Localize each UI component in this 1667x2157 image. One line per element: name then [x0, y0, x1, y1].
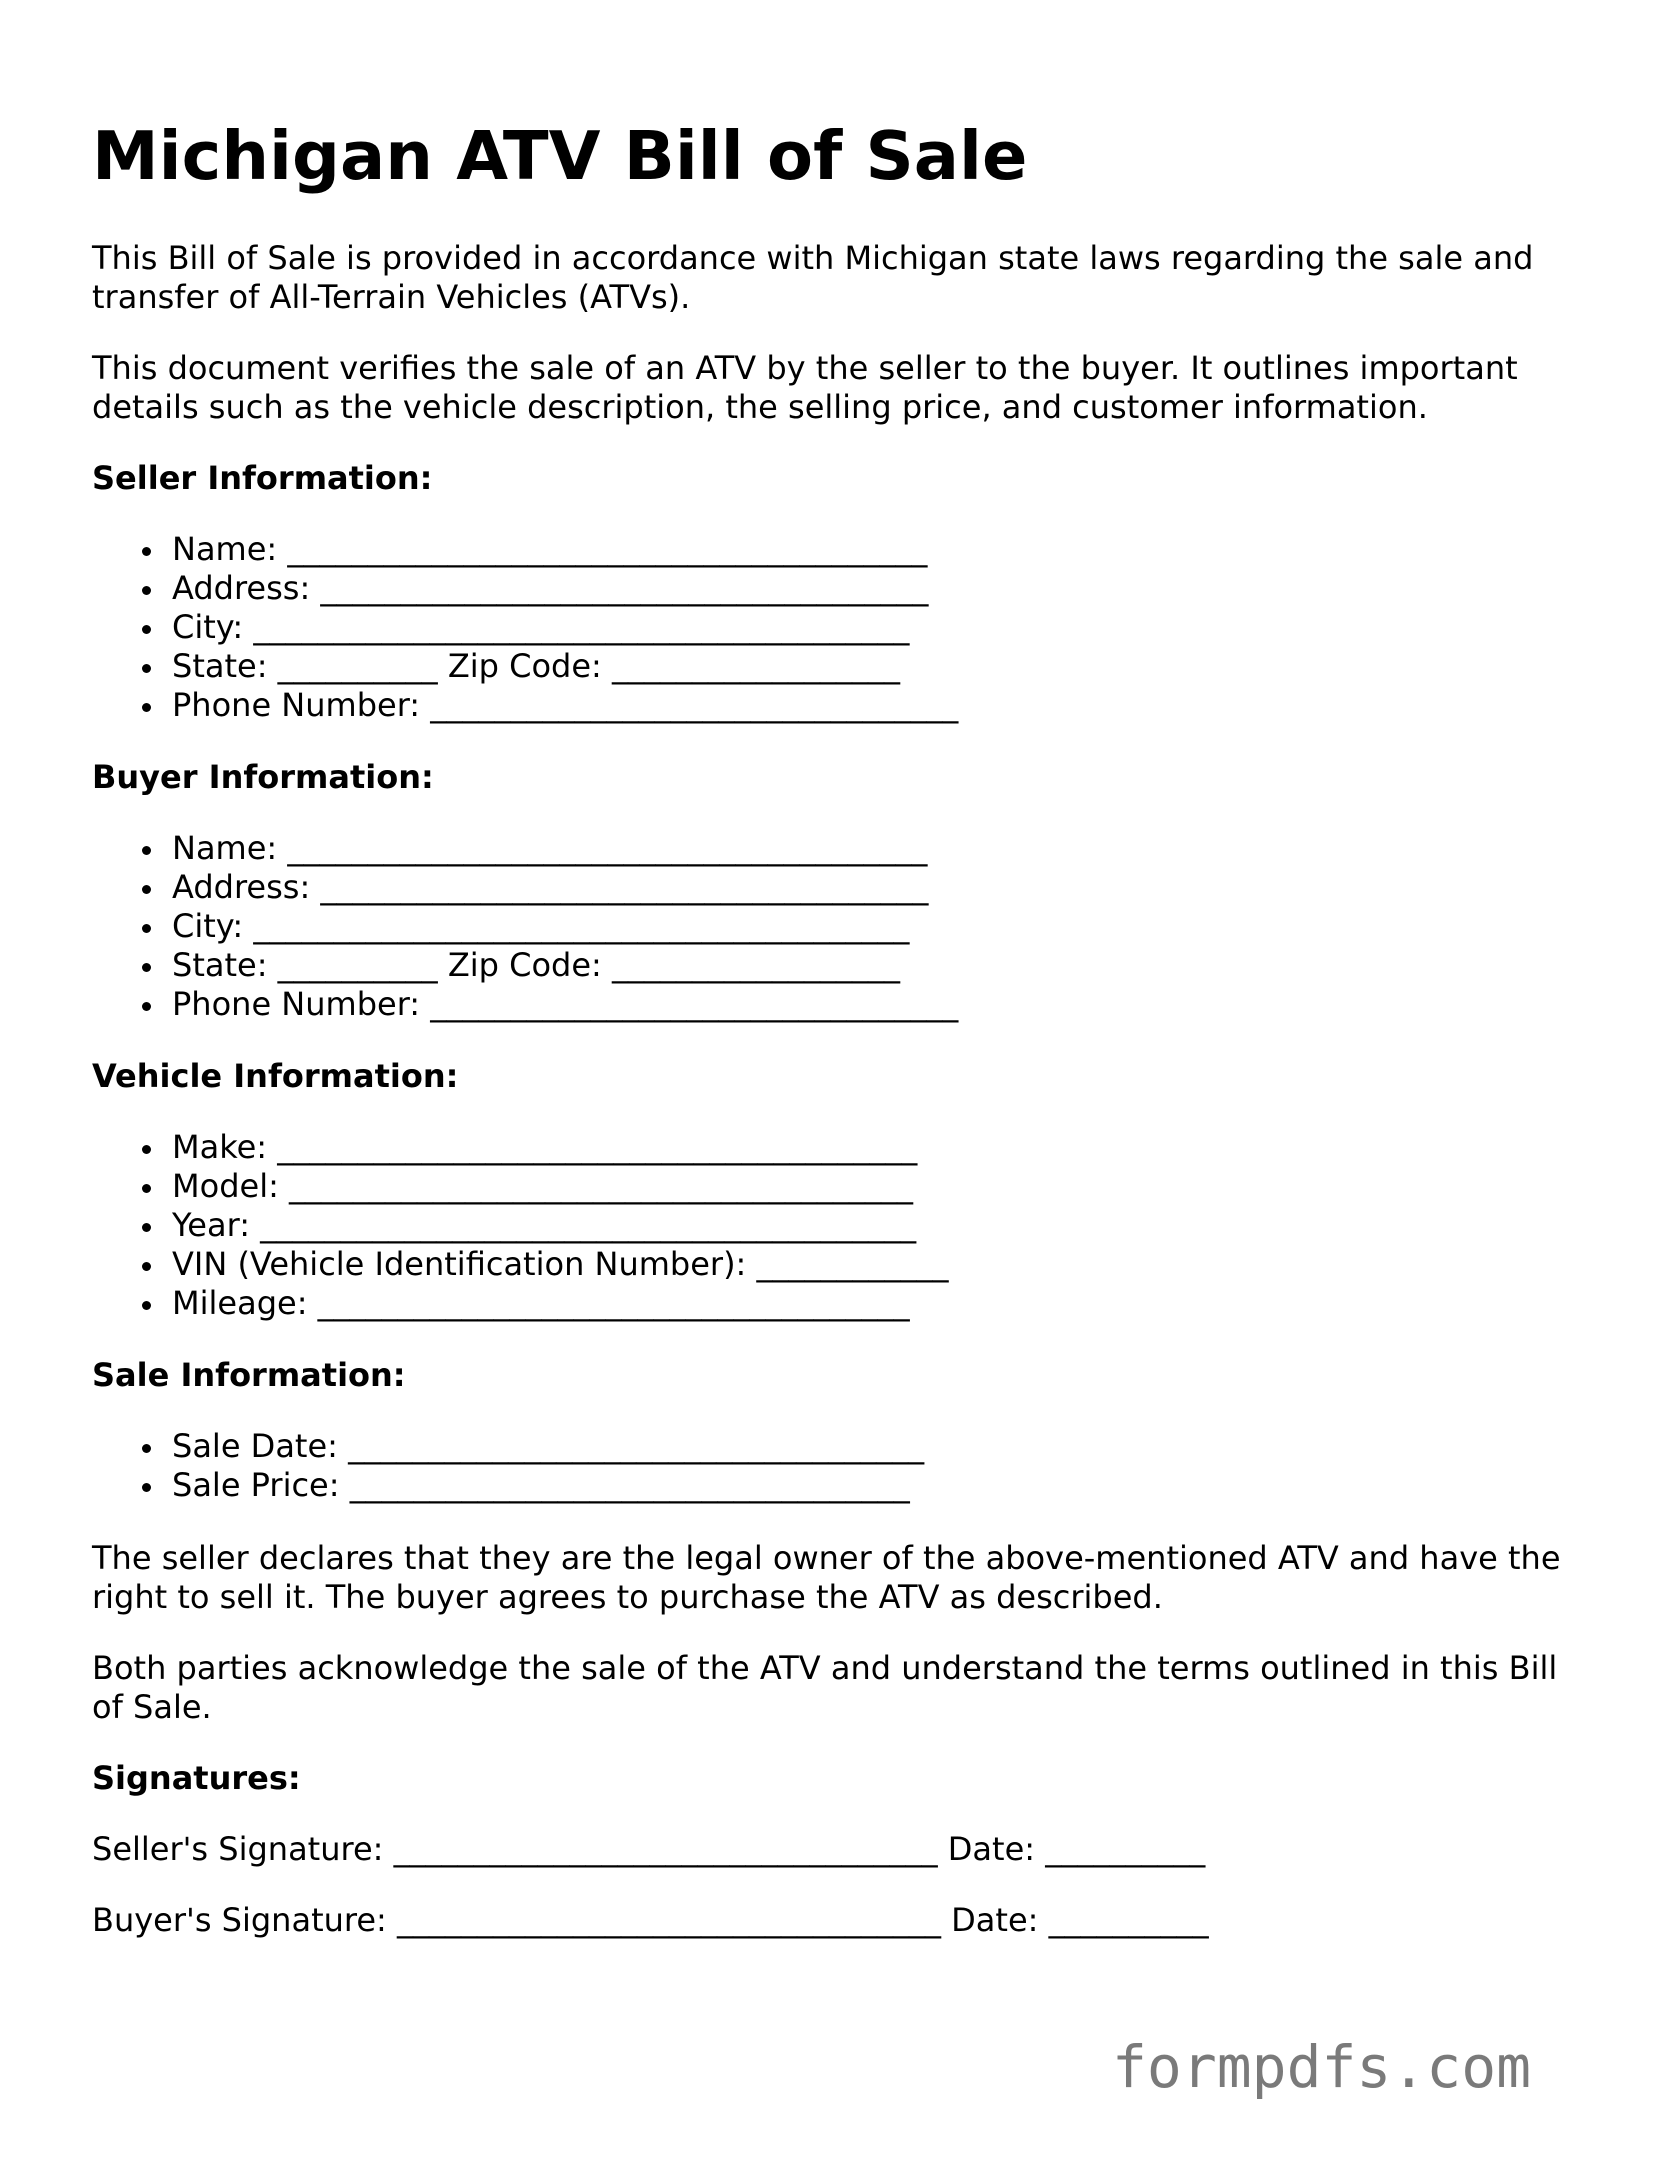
buyer-address-field[interactable]: Address: ______________________________________ [172, 868, 958, 907]
seller-fields [172, 530, 958, 725]
buyer-heading: Buyer Information: [92, 758, 434, 796]
buyer-city-field[interactable]: City: _________________________________________ [172, 907, 958, 946]
sale-price-field[interactable]: Sale Price: ___________________________________ [172, 1466, 924, 1505]
seller-signature-line[interactable]: Seller's Signature: __________________________________ Date: __________ [92, 1830, 1206, 1868]
seller-city-field[interactable]: City: _________________________________________ [172, 608, 958, 647]
vehicle-model-field[interactable]: Model: _______________________________________ [172, 1167, 949, 1206]
buyer-phone-field[interactable]: Phone Number: _________________________________ [172, 985, 959, 1023]
signatures-heading: Signatures: [92, 1759, 301, 1797]
buyer-state-zip-field[interactable]: State: __________ Zip Code: __________________ [172, 946, 958, 985]
document-title: Michigan ATV Bill of Sale [92, 117, 1028, 195]
seller-heading: Seller Information: [92, 459, 433, 497]
sale-date-field[interactable]: Sale Date: ____________________________________ [172, 1427, 925, 1465]
intro-paragraph-2: This document verifies the sale of an ATV by the seller to the buyer. It outlines important details such as the vehicle description, the selling price, and customer information. [92, 349, 1518, 426]
watermark-text: formpdfs.com [1112, 2033, 1532, 2101]
buyer-fields [172, 829, 958, 1024]
declaration-paragraph-2: Both parties acknowledge the sale of the ATV and understand the terms outlined in this Bill of Sale. [92, 1649, 1558, 1726]
vehicle-make-field[interactable]: Make: ________________________________________ [172, 1128, 949, 1167]
intro-paragraph-1: This Bill of Sale is provided in accordance with Michigan state laws regarding the sale and transfer of All-Terrain Vehicles (ATVs). [92, 239, 1534, 316]
vehicle-mileage-field[interactable]: Mileage: _____________________________________ [172, 1284, 949, 1323]
seller-name-field[interactable]: Name: ________________________________________ [172, 530, 958, 569]
seller-address-field[interactable]: Address: ______________________________________ [172, 569, 958, 608]
vehicle-fields [172, 1128, 949, 1323]
vehicle-year-field[interactable]: Year: _________________________________________ [172, 1206, 949, 1245]
sale-fields [172, 1427, 924, 1505]
seller-state-zip-field[interactable]: State: __________ Zip Code: __________________ [172, 647, 958, 686]
buyer-name-field[interactable]: Name: ________________________________________ [172, 829, 958, 868]
seller-phone-field[interactable]: Phone Number: _________________________________ [172, 686, 959, 724]
sale-heading: Sale Information: [92, 1356, 406, 1394]
vehicle-vin-field[interactable]: VIN (Vehicle Identification Number): ____________ [172, 1245, 949, 1283]
buyer-signature-line[interactable]: Buyer's Signature: __________________________________ Date: __________ [92, 1901, 1209, 1939]
declaration-paragraph-1: The seller declares that they are the legal owner of the above-mentioned ATV and have the right to sell it. The buyer agrees to purchase the ATV as described. [92, 1539, 1561, 1616]
vehicle-heading: Vehicle Information: [92, 1057, 459, 1095]
